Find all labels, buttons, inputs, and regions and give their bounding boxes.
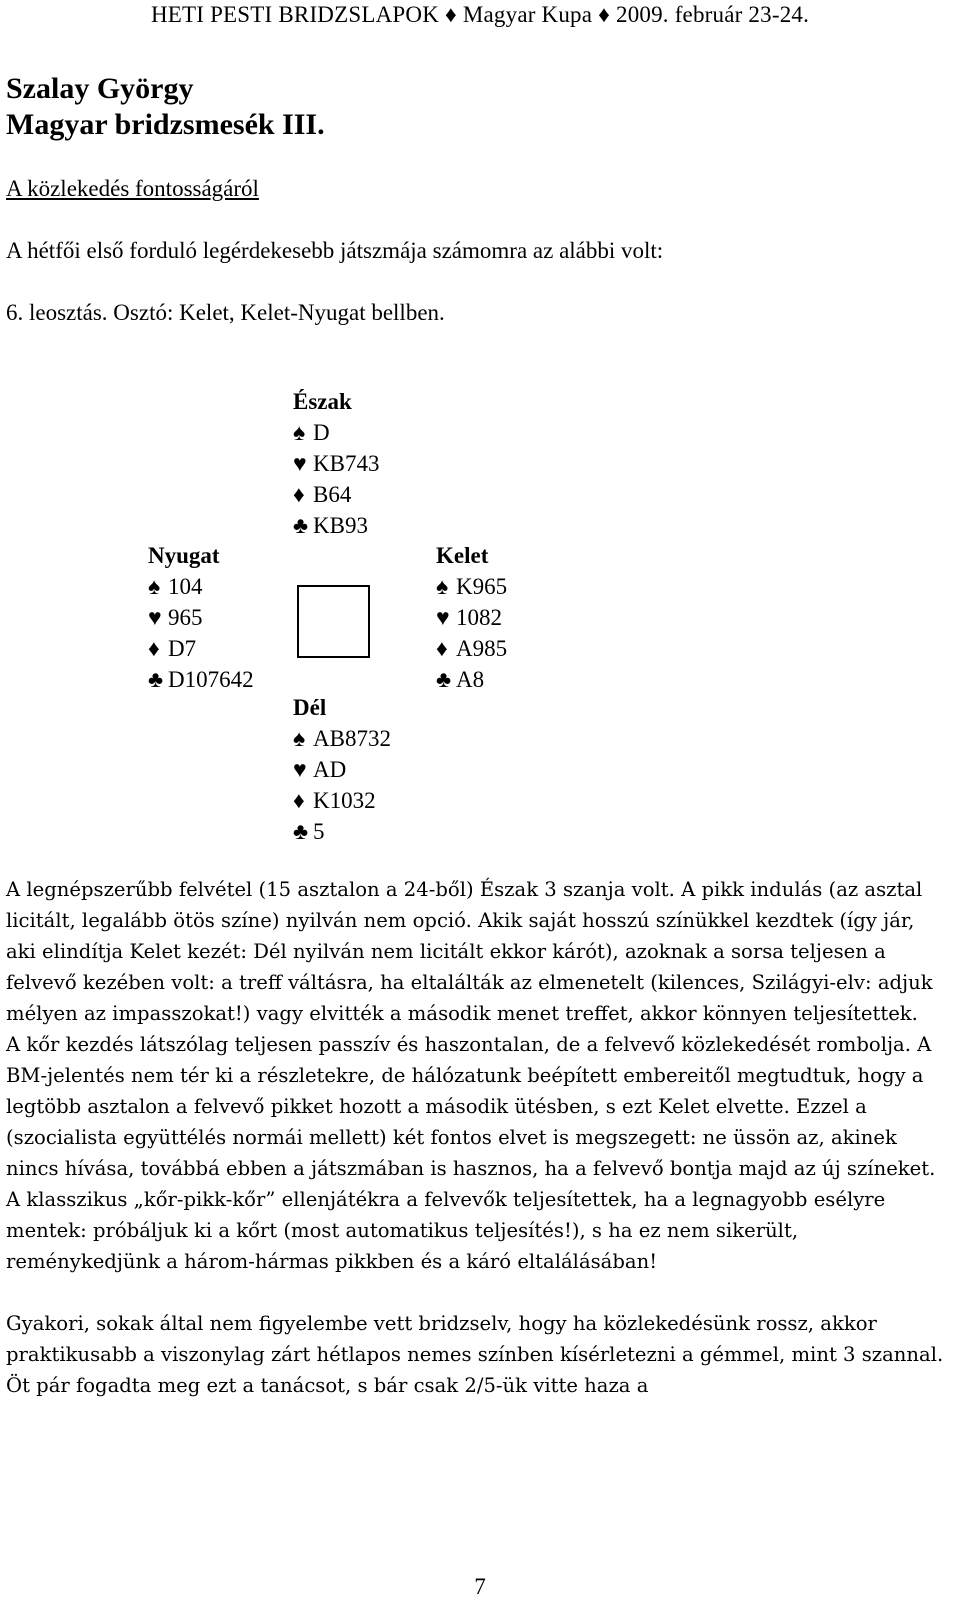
club-row xyxy=(148,664,254,695)
club-cards: D107642 xyxy=(168,667,254,692)
spade-icon: ♠ xyxy=(148,574,161,599)
heart-row xyxy=(293,754,391,785)
hand-name: Nyugat xyxy=(148,543,220,568)
heart-cards: AD xyxy=(313,757,347,782)
spade-icon: ♠ xyxy=(293,420,306,445)
hand-name: Észak xyxy=(293,389,352,414)
hand-south xyxy=(293,692,391,847)
club-cards: A8 xyxy=(456,667,485,692)
heart-cards: KB743 xyxy=(313,451,380,476)
book-title: Magyar bridzsmesék III. xyxy=(6,108,325,141)
heart-cards: 1082 xyxy=(456,605,502,630)
club-row xyxy=(293,816,391,847)
heart-icon: ♥ xyxy=(293,451,307,476)
hand-name: Kelet xyxy=(436,543,489,568)
author-name: Szalay György xyxy=(6,72,194,105)
spade-icon: ♠ xyxy=(436,574,449,599)
section-title: A közlekedés fontosságáról xyxy=(6,176,259,201)
diamond-row xyxy=(293,479,379,510)
heart-row xyxy=(148,602,254,633)
club-icon: ♣ xyxy=(148,667,164,692)
club-icon: ♣ xyxy=(293,513,309,538)
heart-icon: ♥ xyxy=(293,757,307,782)
paragraph: Gyakori, sokak által nem figyelembe vett bridzselv, hogy ha közlekedésünk rossz, akkor praktikusabb a viszonylag zárt hétlapos nemes színben kísérletezni a gémmel, mint 3 szannal. Öt pár fogadta meg ezt a tanácsot, s bár csak 2/5-ük vitte haza a xyxy=(6,1312,944,1397)
spade-cards: K965 xyxy=(456,574,508,599)
club-row xyxy=(436,664,507,695)
diamond-row xyxy=(436,633,507,664)
heart-icon: ♥ xyxy=(436,605,450,630)
heart-cards: 965 xyxy=(168,605,203,630)
diamond-cards: D7 xyxy=(168,636,197,661)
spade-icon: ♠ xyxy=(293,726,306,751)
deal-info: 6. leosztás. Osztó: Kelet, Kelet-Nyugat bellben. xyxy=(6,300,445,325)
intro-text: A hétfői első forduló legérdekesebb játszmája számomra az alábbi volt: xyxy=(6,238,664,263)
heart-row xyxy=(293,448,379,479)
running-header: HETI PESTI BRIDZSLAPOK ♦ Magyar Kupa ♦ 2009. február 23-24. xyxy=(150,2,810,27)
spade-cards: 104 xyxy=(168,574,203,599)
diamond-icon: ♦ xyxy=(293,788,305,813)
paragraph: A kőr kezdés látszólag teljesen passzív és haszontalan, de a felvevő közlekedését rombolja. A BM-jelentés nem tér ki a részletekre, de hálózatunk beépített embereitől megtudtuk, hogy a legtöbb asztalon a felvevő pikket hozott a második ütésben, s ezt Kelet elvette. Ezzel a (szocialista együttélés normái mellett) két fontos elvet is megszegett: ne üssön az, akinek nincs hívása, továbbá ebben a játszmában is hasznos, ha a felvevő bontja majd az új színeket. xyxy=(6,1033,936,1180)
diamond-icon: ♦ xyxy=(148,636,160,661)
club-cards: 5 xyxy=(313,819,325,844)
diamond-cards: K1032 xyxy=(313,788,376,813)
spade-row xyxy=(293,723,391,754)
diamond-row xyxy=(148,633,254,664)
spade-cards: D xyxy=(313,420,330,445)
spade-cards: AB8732 xyxy=(313,726,391,751)
paragraph: A legnépszerűbb felvétel (15 asztalon a 24-ből) Észak 3 szanja volt. A pikk indulás (az asztal licitált, legalább ötös színe) nyilván nem opció. Akik saját hosszú színükkel kezdtek (így jár, aki elindítja Kelet kezét: Dél nyilván nem licitált ekkor kárót), azoknak a sorsa teljesen a felvevő kezében volt: a treff váltásra, ha eltalálták az elmenetelt (kilences, Szilágyi-elv: adjuk mélyen az impasszokat!) vagy elvitték a második menet treffet, akkor könnyen teljesítettek. xyxy=(6,878,933,1025)
diamond-icon: ♦ xyxy=(293,482,305,507)
hand-name: Dél xyxy=(293,695,327,720)
paragraph: A klasszikus „kőr-pikk-kőr” ellenjátékra a felvevők teljesítettek, ha a legnagyobb esélyre mentek: próbáljuk ki a kőrt (most automatikus teljesítés!), s ha ez nem sikerült, reménykedjünk a három-hármas pikkben és a káró eltalálásában! xyxy=(6,1188,886,1273)
page-number: 7 xyxy=(474,1574,486,1599)
spade-row xyxy=(436,571,507,602)
diamond-row xyxy=(293,785,391,816)
club-row xyxy=(293,510,379,541)
club-cards: KB93 xyxy=(313,513,368,538)
spade-row xyxy=(293,417,379,448)
heart-icon: ♥ xyxy=(148,605,162,630)
card-table-box xyxy=(297,585,370,658)
diamond-icon: ♦ xyxy=(436,636,448,661)
hand-north xyxy=(293,386,379,541)
diamond-cards: B64 xyxy=(313,482,352,507)
diamond-cards: A985 xyxy=(456,636,508,661)
hand-east xyxy=(436,540,507,695)
club-icon: ♣ xyxy=(436,667,452,692)
club-icon: ♣ xyxy=(293,819,309,844)
spade-row xyxy=(148,571,254,602)
heart-row xyxy=(436,602,507,633)
article-body xyxy=(6,874,946,1401)
hand-west xyxy=(148,540,254,695)
